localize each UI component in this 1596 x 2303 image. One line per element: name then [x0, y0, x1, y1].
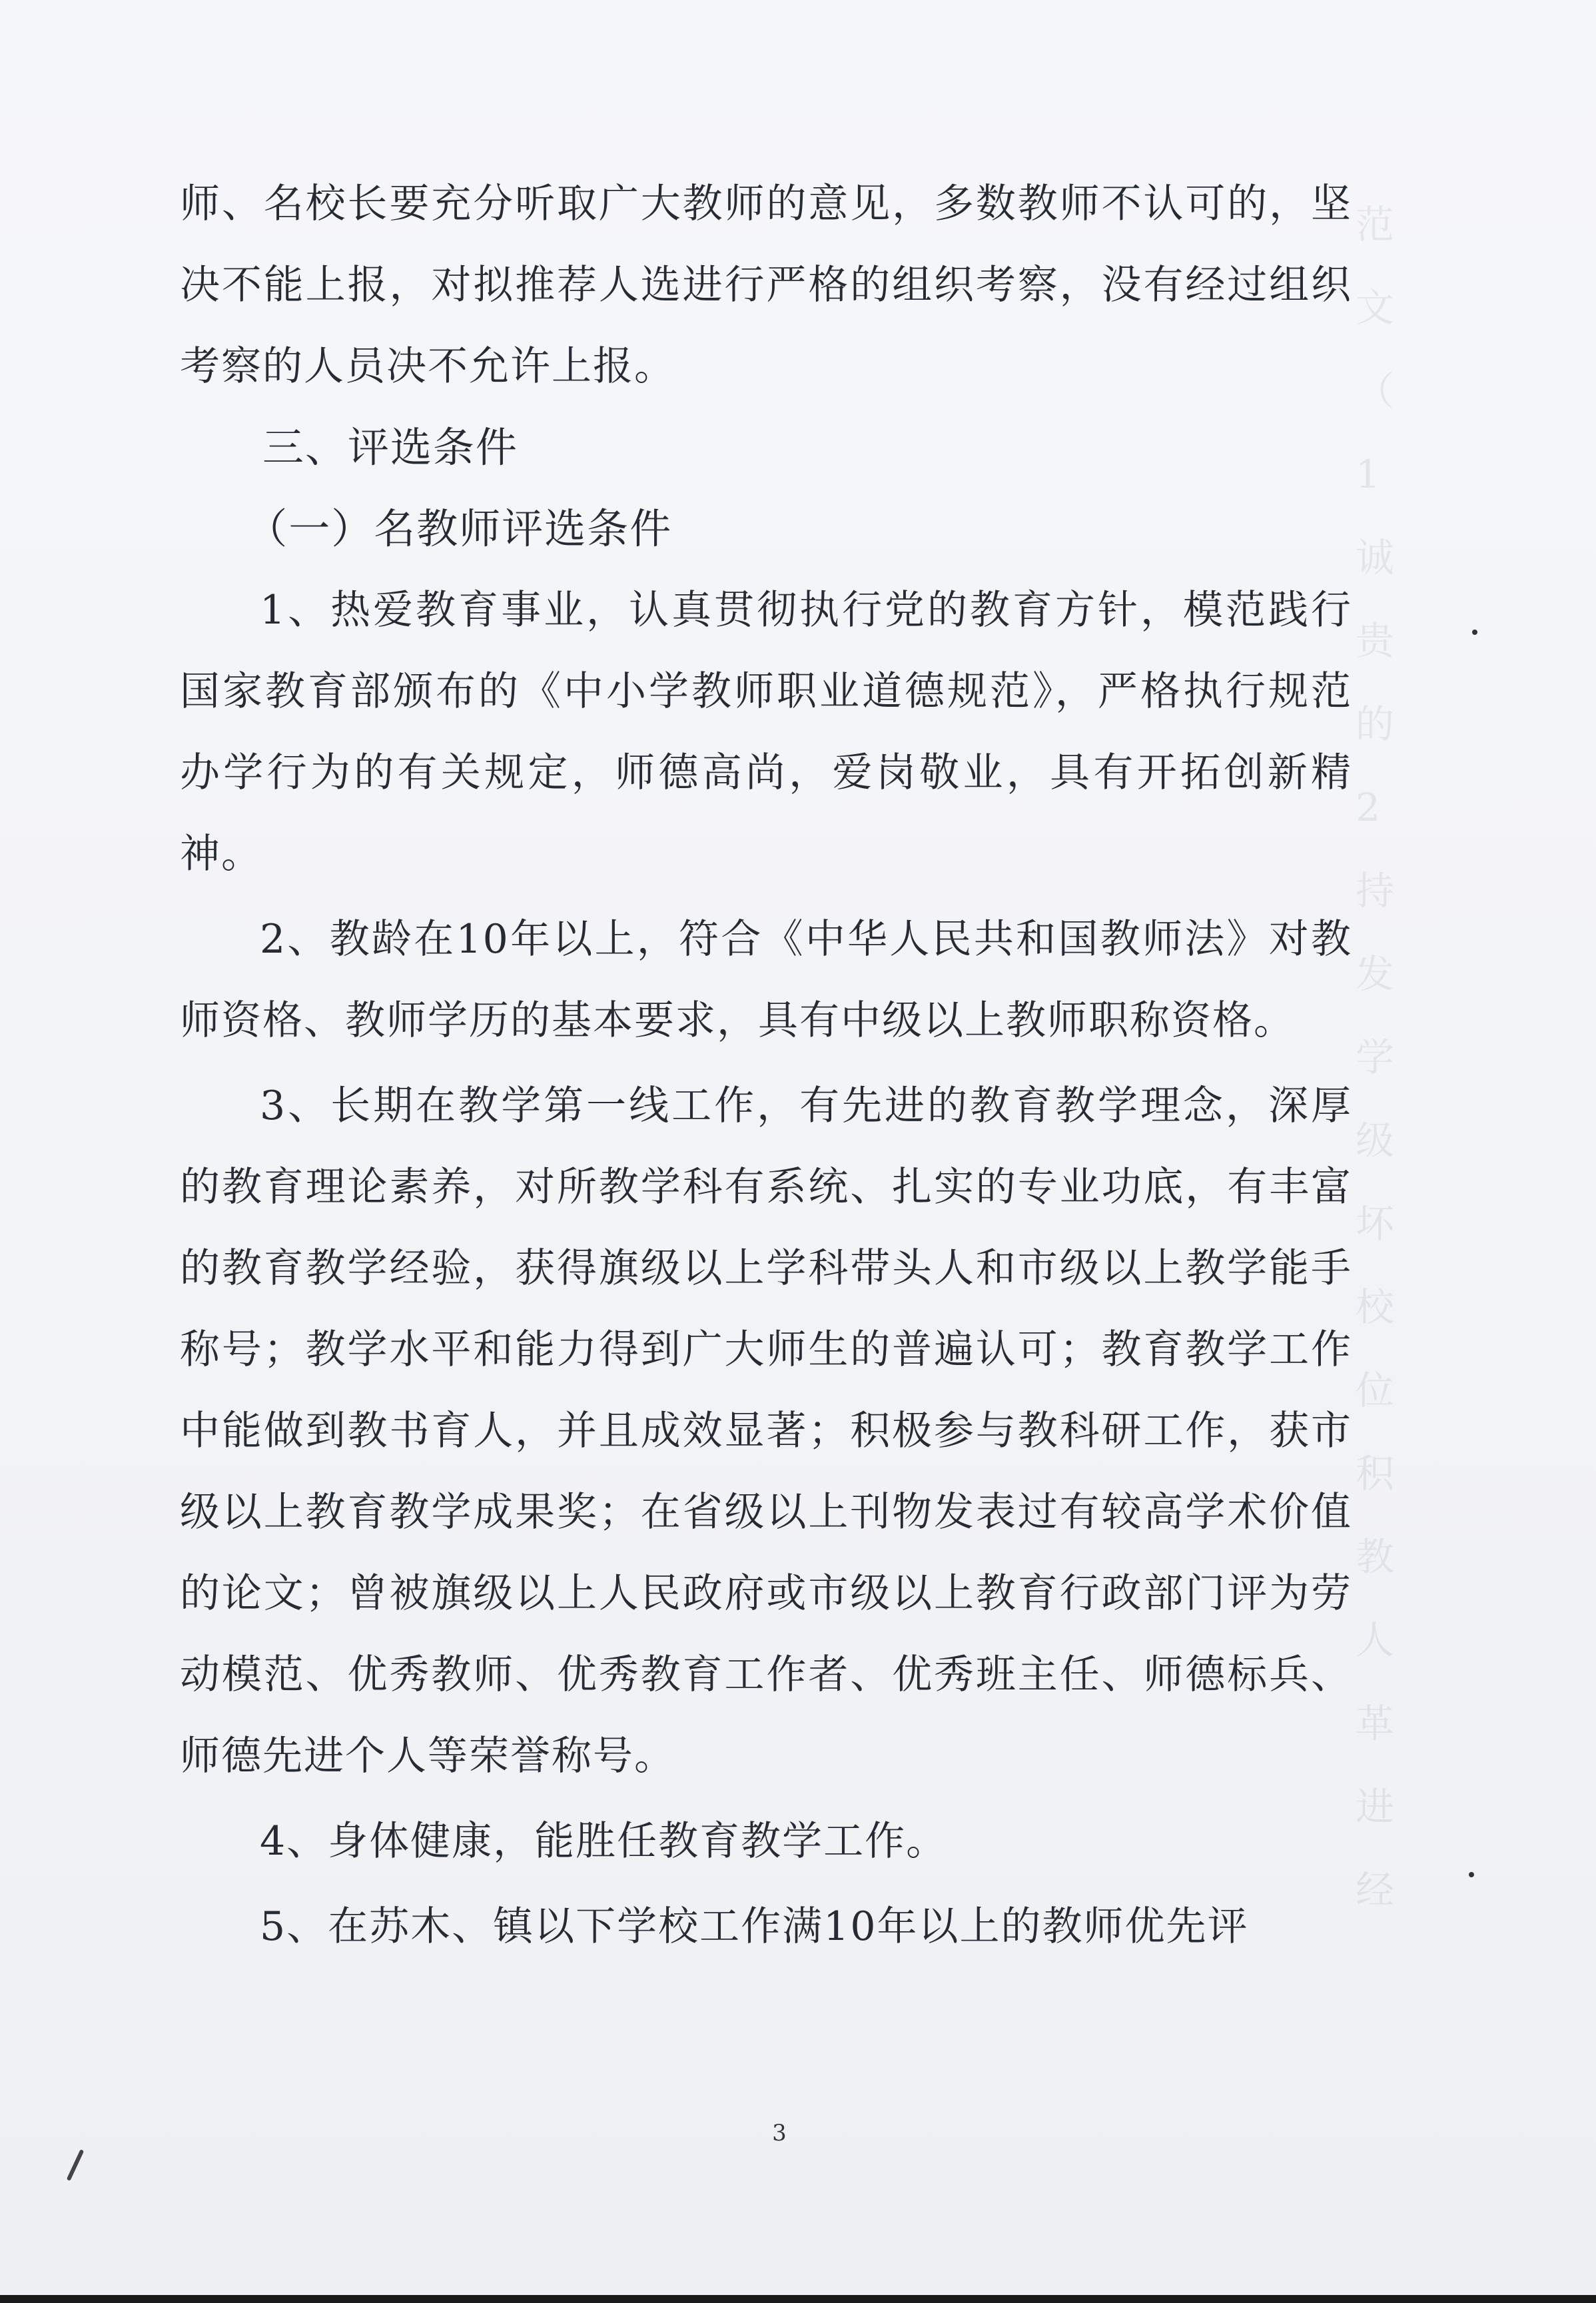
page-number: 3 [772, 2120, 787, 2146]
document-body [180, 163, 1352, 1967]
bleed-through-text: 范 文 （ 1 诚 贵 的 2 持 发 学 级 坏 校 位 积 教 人 革 进 经 [1356, 202, 1395, 1913]
paragraph-intro: 师、名校长要充分听取广大教师的意见，多数教师不认可的，坚决不能上报，对拟推荐人选进行严格的组织考察，没有经过组织考察的人员决不允许上报。 [180, 181, 1352, 390]
scan-edge [0, 2295, 1596, 2303]
criterion-5: 5、在苏木、镇以下学校工作满10年以上的教师优先评 [260, 1903, 1249, 1950]
criterion-2: 2、教龄在10年以上，符合《中华人民共和国教师法》对教师资格、教师学历的基本要求，具有中级以上教师职称资格。 [180, 916, 1352, 1044]
ink-dot-mark [1469, 1872, 1474, 1877]
ink-dot-mark [1472, 630, 1477, 635]
criterion-4: 4、身体健康，能胜任教育教学工作。 [260, 1818, 948, 1865]
subsection-heading: （一）名教师评选条件 [246, 504, 673, 553]
section-heading: 三、评选条件 [262, 423, 519, 472]
pen-stroke-mark [67, 2149, 85, 2181]
criterion-1: 1、热爱教育事业，认真贯彻执行党的教育方针，模范践行国家教育部颁布的《中小学教师职业道德规范》，严格执行规范办学行为的有关规定，师德高尚，爱岗敬业，具有开拓创新精神。 [180, 587, 1352, 877]
criterion-3: 3、长期在教学第一线工作，有先进的教育教学理念，深厚的教育理论素养，对所教学科有系统、扎实的专业功底，有丰富的教育教学经验，获得旗级以上学科带头人和市级以上教学能手称号；教学水平和能力得到广大师生的普遍认可；教育教学工作中能做到教书育人，并且成效显著；积极参与教科研工作，获市级以上教育教学成果奖；在省级以上刊物发表过有较高学术价值的论文；曾被旗级以上人民政府或市级以上教育行政部门评为劳动模范、优秀教师、优秀教育工作者、优秀班主任、师德标兵、师德先进个人等荣誉称号。 [180, 1083, 1352, 1779]
